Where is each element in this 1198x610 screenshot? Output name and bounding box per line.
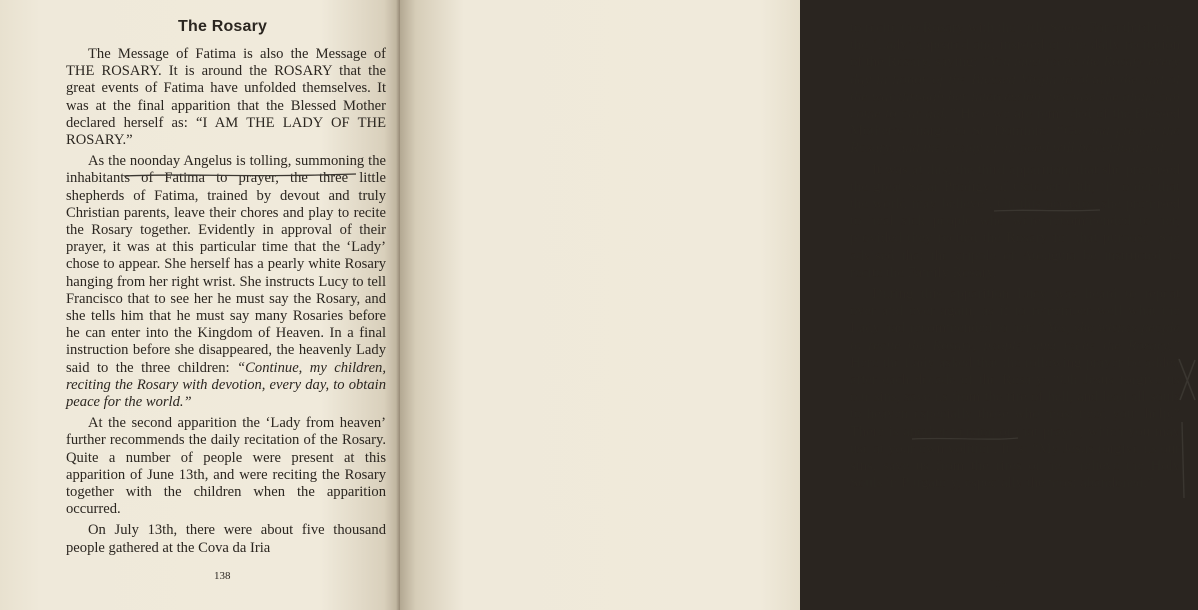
paragraph-text: During this apparition Lucy was heard to repeat over and over again, as if to remember well what the Lady had recommended to her:: [850, 286, 1180, 337]
quote: “Yes, she wishes people to recite the Rosary, people must recite the Rosary.”: [850, 320, 1180, 354]
quote: “Go and preach the Rosary, and the enemy of all good will be confounded.”: [850, 123, 1181, 157]
left-page: [0, 0, 400, 610]
pencil-underline-mark: [910, 434, 1020, 444]
paragraph: [66, 153, 386, 411]
pencil-underline-mark: [122, 170, 358, 180]
paragraph-text: Here we are reminded of the Blessed Mother’s charge to St. Dominic:: [850, 106, 1180, 140]
pencil-underline-mark: [992, 205, 1102, 215]
page-number: 139: [990, 578, 1007, 590]
quote: “You must recite the Rosary every day in honor of the Blessed Virgin to obtain the end of the war through her intercession, because she alone can come to our aid.”: [850, 54, 1180, 123]
pencil-cross-mark: [1176, 356, 1198, 404]
pencil-margin-bracket-mark: [1178, 420, 1190, 500]
paragraph-text: Here the Lady asked that the following prayer be added after each decade of the Rosary: “Oh Jesus forgive us our sins, save us from the fire of hell, and lead all souls to heaven especially those who most need your help.” There is another version of that prayer, which you may use at your own volition. It is: “My Jesus forgive us our sins, save us from the fires of hell, relieve the Holy Souls in Purgatory, especially the most abandoned.”: [850, 354, 1180, 492]
paragraph: The Message of Fatima is also the Message of THE ROSARY. It is around the ROSARY that the great events of Fatima have unfolded themselves. It was at the final apparition that the Blessed Mother declared herself as: “I AM THE LADY OF THE ROSARY.”: [66, 46, 386, 149]
paragraph: At the second apparition the ‘Lady from heaven’ further recommends the daily recitation of the Rosary. Quite a number of people were present at this apparition of June 13th, and were reciting the Rosary together with the children when the apparition occurred.: [66, 415, 386, 518]
right-page-text: [850, 20, 1180, 492]
paragraph: [850, 20, 1180, 158]
chapter-title: The Rosary: [178, 18, 268, 35]
left-page-text: [66, 46, 386, 557]
paragraph: On July 13th, there were about five thousand people gathered at the Cova da Iria: [66, 522, 386, 556]
paragraph: It was at this, the third apparition, that she promised the great Solar Prodigy of October 13th, ‘in order that the world may believe’. On this occasion she promised to heal sick people who were recommended to her, provided they recited the Rosary for that purpose. She advised that the cripple of Atouguia be instructed to recite the Family Rosary.: [850, 161, 1180, 281]
paragraph-text: to recite the Rosary with the little Seers. For a third time the ‘Lady’ appeared and insisted on the daily recitation of the Rosary, saying:: [850, 20, 1180, 71]
paragraph-text: As the noonday Angelus is tolling, summoning the inhabitants of Fatima to prayer, the three little shepherds of Fatima, trained by devout and truly Christian parents, leave their chores and play to recite the Rosary together. Evidently in approval of their prayer, it was at this particular time that the ‘Lady’ chose to appear. She herself has a pearly white Rosary hanging from her right wrist. She instructs Lucy to tell Francisco that to see her he must say the Rosary, and she tells him that he must say many Rosaries before he can enter into the Kingdom of Heaven. In a final instruction before she disappeared, the heavenly Lady said to the three children:: [66, 153, 386, 376]
paragraph: [850, 286, 1180, 492]
page-number: 138: [214, 570, 231, 582]
right-page: [400, 0, 1181, 610]
quote: “Continue, my children, reciting the Rosary with devotion, every day, to obtain peace for the world.”: [66, 359, 386, 411]
